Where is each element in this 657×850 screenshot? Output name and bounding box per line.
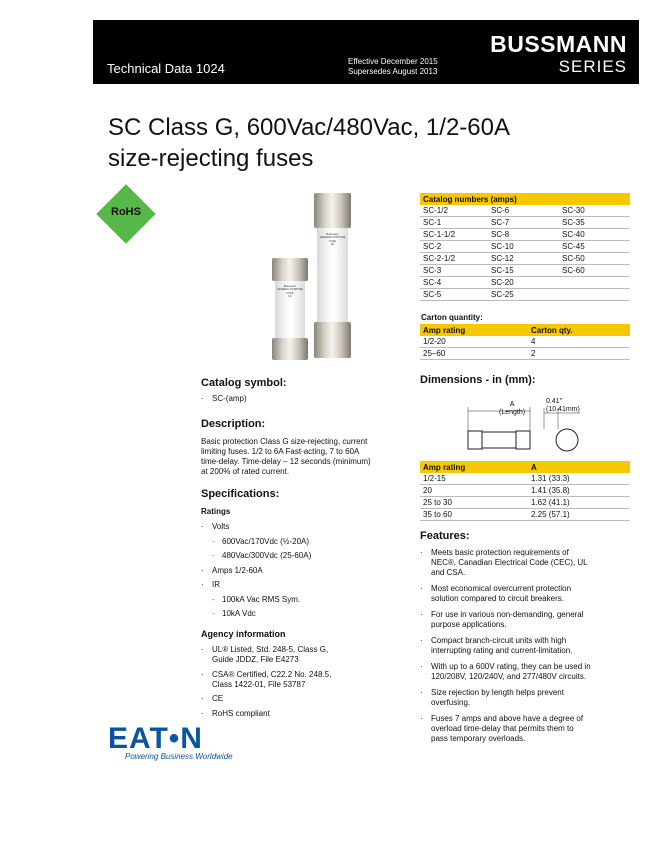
table-cell: SC-60 [559,265,630,277]
table-cell: SC-4 [420,277,488,289]
agency-heading: Agency information [201,629,286,639]
table-cell: SC-8 [488,229,559,241]
brand-series: SERIES [558,57,627,76]
volts-label: Volts [212,522,230,531]
table-cell: SC-50 [559,253,630,265]
feature-line: Most economical overcurrent protection [431,584,572,593]
dimension-row [420,473,630,485]
table-cell: SC-5 [420,289,488,301]
features-heading: Features: [420,530,470,542]
feature-line: and CSA. [431,568,466,577]
fuse-small-image: Bussmann GENERAL PURPOSE FUSE SC [272,258,308,360]
ratings-label: Ratings [201,507,231,516]
catalog-row [420,253,630,265]
catalog-symbol-heading: Catalog symbol: [201,377,287,389]
description-heading: Description: [201,418,266,430]
feature-line: For use in various non-demanding, general [431,610,584,619]
catalog-row [420,205,630,217]
table-cell: 1.31 (33.3) [528,473,630,485]
table-cell: SC-7 [488,217,559,229]
agency-ul: UL® Listed, Std. 248-5, Class G, Guide JDDZ, File E4273 [212,645,329,664]
dimension-row [420,497,630,509]
feature-line: Size rejection by length helps prevent [431,688,564,697]
catalog-row [420,265,630,277]
table-cell: SC-1/2 [420,205,488,217]
table-cell: 1/2-15 [420,473,528,485]
dimension-row [420,509,630,521]
table-cell: 1.62 (41.1) [528,497,630,509]
description-text: Basic protection Class G size-rejecting, current limiting fuses. 1/2 to 6A Fast-acting, 7 to 60A time-delay. Time-delay – 12 seconds (minimum) at 200% of rated current. [201,437,371,476]
volts-item-1: 600Vac/170Vdc (½-20A) [222,537,310,546]
feature-line: Fuses 7 amps and above have a degree of [431,714,584,723]
dimensions-table: Amp rating A 1/2-15 1.31 (33.3) 20 1.41 (35.8) 25 to 30 1.62 (41.1) 35 to 60 2.25 (57.1) [420,461,630,521]
table-cell: 20 [420,485,528,497]
table-cell: SC-10 [488,241,559,253]
feature-item [431,548,588,578]
feature-item [431,662,591,682]
dimensions-heading: Dimensions - in (mm): [420,374,536,386]
feature-line: NEC®, Canadian Electrical Code (CEC), UL [431,558,588,567]
agency-csa: CSA® Certified, C22.2 No. 248.5, Class 1422-01, File 53787 [212,670,332,689]
bullet: · [420,548,423,557]
ir-item-1: 100kA Vac RMS Sym. [222,595,301,604]
bullet: · [420,610,423,619]
catalog-row [420,241,630,253]
feature-line: 120/208V, 120/240V, and 277/480V circuits. [431,672,587,681]
table-cell: SC-2 [420,241,488,253]
bullet: · [420,662,423,671]
feature-item [431,636,572,656]
table-cell: 1/2-20 [420,336,528,348]
table-cell: SC-25 [488,289,559,301]
carton-quantity-table: Amp rating Carton qty. 1/2-20 4 25–60 2 [420,324,630,360]
table-cell: SC-12 [488,253,559,265]
catalog-symbol-value: SC-(amp) [212,394,247,403]
carton-row [420,348,630,360]
rohs-badge-label: RoHS [111,206,141,218]
feature-line: interrupting rating and current-limitation. [431,646,573,655]
table-cell: SC-40 [559,229,630,241]
agency-rohs: RoHS compliant [212,709,270,718]
feature-item [431,610,584,630]
feature-line: Compact branch-circuit units with high [431,636,567,645]
brand-logo: BUSSMANN [490,31,627,57]
feature-line: overload time-delay that permits them to [431,724,574,733]
ir-label: IR [212,580,220,589]
effective-dates: Effective December 2015 Supersedes August 2013 [348,57,438,76]
amps-label: Amps 1/2-60A [212,566,263,575]
table-cell: 35 to 60 [420,509,528,521]
table-cell [559,289,630,301]
bullet: · [420,688,423,697]
table-cell: SC-6 [488,205,559,217]
feature-line: solution compared to circuit breakers. [431,594,564,603]
eaton-tagline: Powering Business Worldwide [125,752,233,761]
catalog-numbers-table [420,193,630,301]
feature-item [431,688,564,708]
table-cell: 25–60 [420,348,528,360]
feature-item [431,714,583,744]
bullet: · [420,636,423,645]
table-cell: 1.41 (35.8) [528,485,630,497]
table-cell: SC-1 [420,217,488,229]
catalog-row [420,229,630,241]
diameter-label: 0.41" (10.41mm) [546,398,580,413]
catalog-row [420,217,630,229]
bullet: · [420,584,423,593]
technical-data-label: Technical Data 1024 [107,61,225,76]
feature-line: pass temporary overloads. [431,734,526,743]
bullet: · [420,714,423,723]
feature-line: Meets basic protection requirements of [431,548,569,557]
volts-item-2: 480Vac/300Vdc (25-60A) [222,551,312,560]
agency-ce: CE [212,694,224,703]
table-cell: SC-30 [559,205,630,217]
dimension-row [420,485,630,497]
table-cell: 25 to 30 [420,497,528,509]
specifications-heading: Specifications: [201,488,280,500]
page-title: SC Class G, 600Vac/480Vac, 1/2-60A size-rejecting fuses [108,114,510,172]
table-cell: SC-1-1/2 [420,229,488,241]
carton-quantity-caption: Carton quantity: [421,313,483,322]
fuse-large-image: Bussmann GENERAL PURPOSE FUSE SC [314,193,351,358]
table-cell: SC-45 [559,241,630,253]
table-cell: SC-2-1/2 [420,253,488,265]
header-bar [93,20,639,84]
feature-line: purpose applications. [431,620,507,629]
table-cell: SC-20 [488,277,559,289]
table-cell: 2.25 (57.1) [528,509,630,521]
catalog-numbers-header: Catalog numbers (amps) [420,193,630,205]
carton-row [420,336,630,348]
table-cell: 2 [528,348,630,360]
feature-line: With up to a 600V rating, they can be used in [431,662,591,671]
table-cell: SC-3 [420,265,488,277]
eaton-logo: EAT•N [108,722,203,755]
table-cell: SC-35 [559,217,630,229]
catalog-row [420,277,630,289]
feature-line: overfusing. [431,698,471,707]
catalog-row [420,289,630,301]
ir-item-2: 10kA Vdc [222,609,256,618]
table-cell: SC-15 [488,265,559,277]
feature-item [431,584,571,604]
table-cell [559,277,630,289]
length-label: A (Length) [499,401,526,416]
table-cell: 4 [528,336,630,348]
